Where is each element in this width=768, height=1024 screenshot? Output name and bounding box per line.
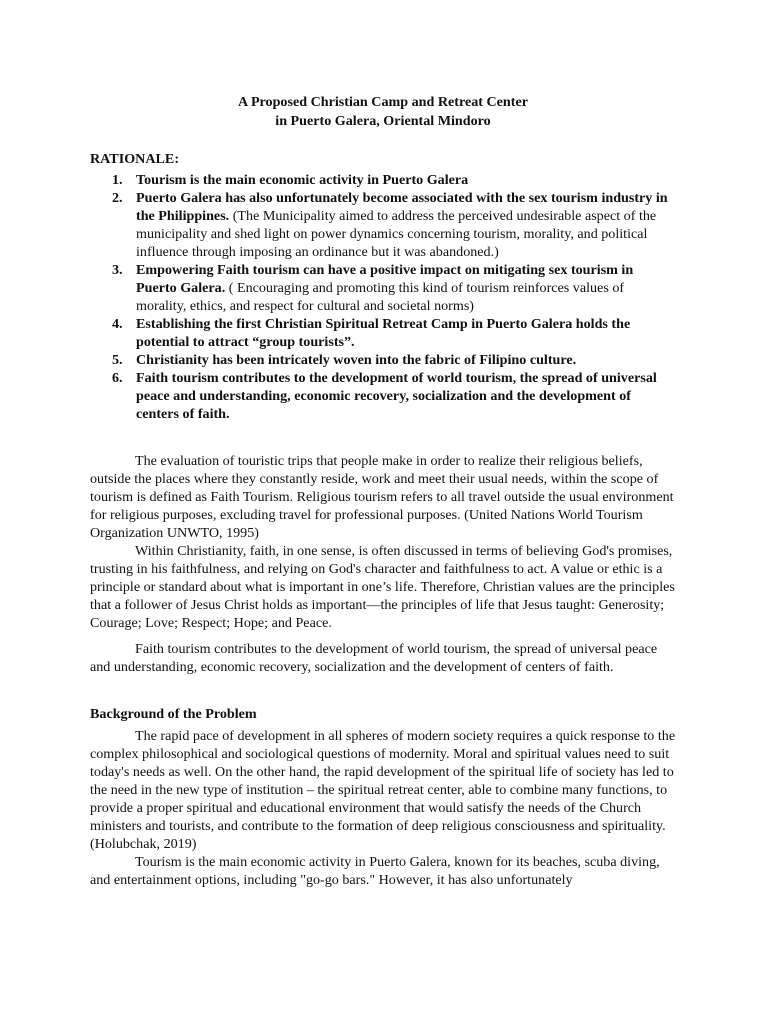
rationale-item — [90, 171, 676, 189]
paragraph-faith-tourism-contribution: Faith tourism contributes to the development of world tourism, the spread of universal peace and understanding, economic recovery, socialization and the development of centers of faith. — [90, 641, 658, 675]
rationale-item — [90, 261, 676, 315]
rationale-item-bold-text: Tourism is the main economic activity in Puerto Galera — [136, 172, 469, 188]
paragraph-background-development: The rapid pace of development in all spheres of modern society requires a quick response to the complex philosophical and sociological questions of modernity. Moral and spiritual values need to suit today's needs as well. On the other hand, the rapid development of the spiritual life of society has led to the need in the new type of institution – the spiritual retreat center, able to combine many functions, to provide a proper spiritual and educational environment that would satisfy the needs of the Church ministers and tourists, and contribute to the formation of deep religious consciousness and spirituality. (Holubchak, 2019) — [90, 728, 676, 852]
rationale-heading: RATIONALE: — [90, 151, 180, 167]
rationale-item — [90, 315, 676, 351]
rationale-item-bold-text: Puerto Galera has also unfortunately become associated with the sex tourism industry in the Philippines. — [136, 190, 668, 224]
rationale-item — [90, 351, 676, 369]
rationale-item-number: 1. — [112, 172, 123, 188]
rationale-item-text: ( Encouraging and promoting this kind of tourism reinforces values of morality, ethics, and respect for cultural and societal norms) — [136, 280, 625, 314]
rationale-item — [90, 369, 676, 423]
document-page — [90, 93, 676, 889]
spacer — [90, 423, 676, 452]
paragraph-faith-tourism-definition: The evaluation of touristic trips that people make in order to realize their religious beliefs, outside the places where they constantly reside, work and meet their usual needs, within the scope of tourism is defined as Faith Tourism. Religious tourism refers to all travel outside the usual environment for religious purposes, excluding travel for professional purposes. (United Nations World Tourism Organization UNWTO, 1995) — [90, 453, 674, 541]
rationale-item-number: 4. — [112, 316, 123, 332]
paragraph-background-tourism: Tourism is the main economic activity in Puerto Galera, known for its beaches, scuba diving, and entertainment options, including "go-go bars." However, it has also unfortunately — [90, 854, 660, 888]
background-heading: Background of the Problem — [90, 706, 257, 722]
rationale-item-number: 6. — [112, 370, 123, 386]
title-line-1: A Proposed Christian Camp and Retreat Center — [238, 94, 528, 110]
title-line-2: in Puerto Galera, Oriental Mindoro — [275, 113, 491, 129]
document-title — [90, 93, 676, 131]
rationale-item-text: (The Municipality aimed to address the perceived undesirable aspect of the municipality and shed light on power dynamics concerning tourism, morality, and political influence through imposing an ordinance but it was abandoned.) — [136, 208, 657, 260]
rationale-list — [90, 171, 676, 423]
rationale-item — [90, 189, 676, 261]
rationale-item-number: 5. — [112, 352, 123, 368]
rationale-item-bold-text: Faith tourism contributes to the development of world tourism, the spread of universal peace and understanding, economic recovery, socialization and the development of centers of faith. — [136, 370, 657, 422]
rationale-item-bold-text: Establishing the first Christian Spiritual Retreat Camp in Puerto Galera holds the potential to attract “group tourists”. — [136, 316, 631, 350]
rationale-item-number: 3. — [112, 262, 123, 278]
paragraph-christian-values: Within Christianity, faith, in one sense, is often discussed in terms of believing God's promises, trusting in his faithfulness, and relying on God's character and faithfulness to act. A value or ethic is a principle or standard about what is important in one’s life. Therefore, Christian values are the principles that a follower of Jesus Christ holds as important—the principles of life that Jesus taught: Generosity; Courage; Love; Respect; Hope; and Peace. — [90, 543, 675, 631]
rationale-item-bold-text: Christianity has been intricately woven into the fabric of Filipino culture. — [136, 352, 577, 368]
rationale-item-bold-text: Empowering Faith tourism can have a positive impact on mitigating sex tourism in Puerto Galera. — [136, 262, 634, 296]
spacer — [90, 676, 676, 705]
rationale-item-number: 2. — [112, 190, 123, 206]
spacer — [90, 632, 676, 640]
